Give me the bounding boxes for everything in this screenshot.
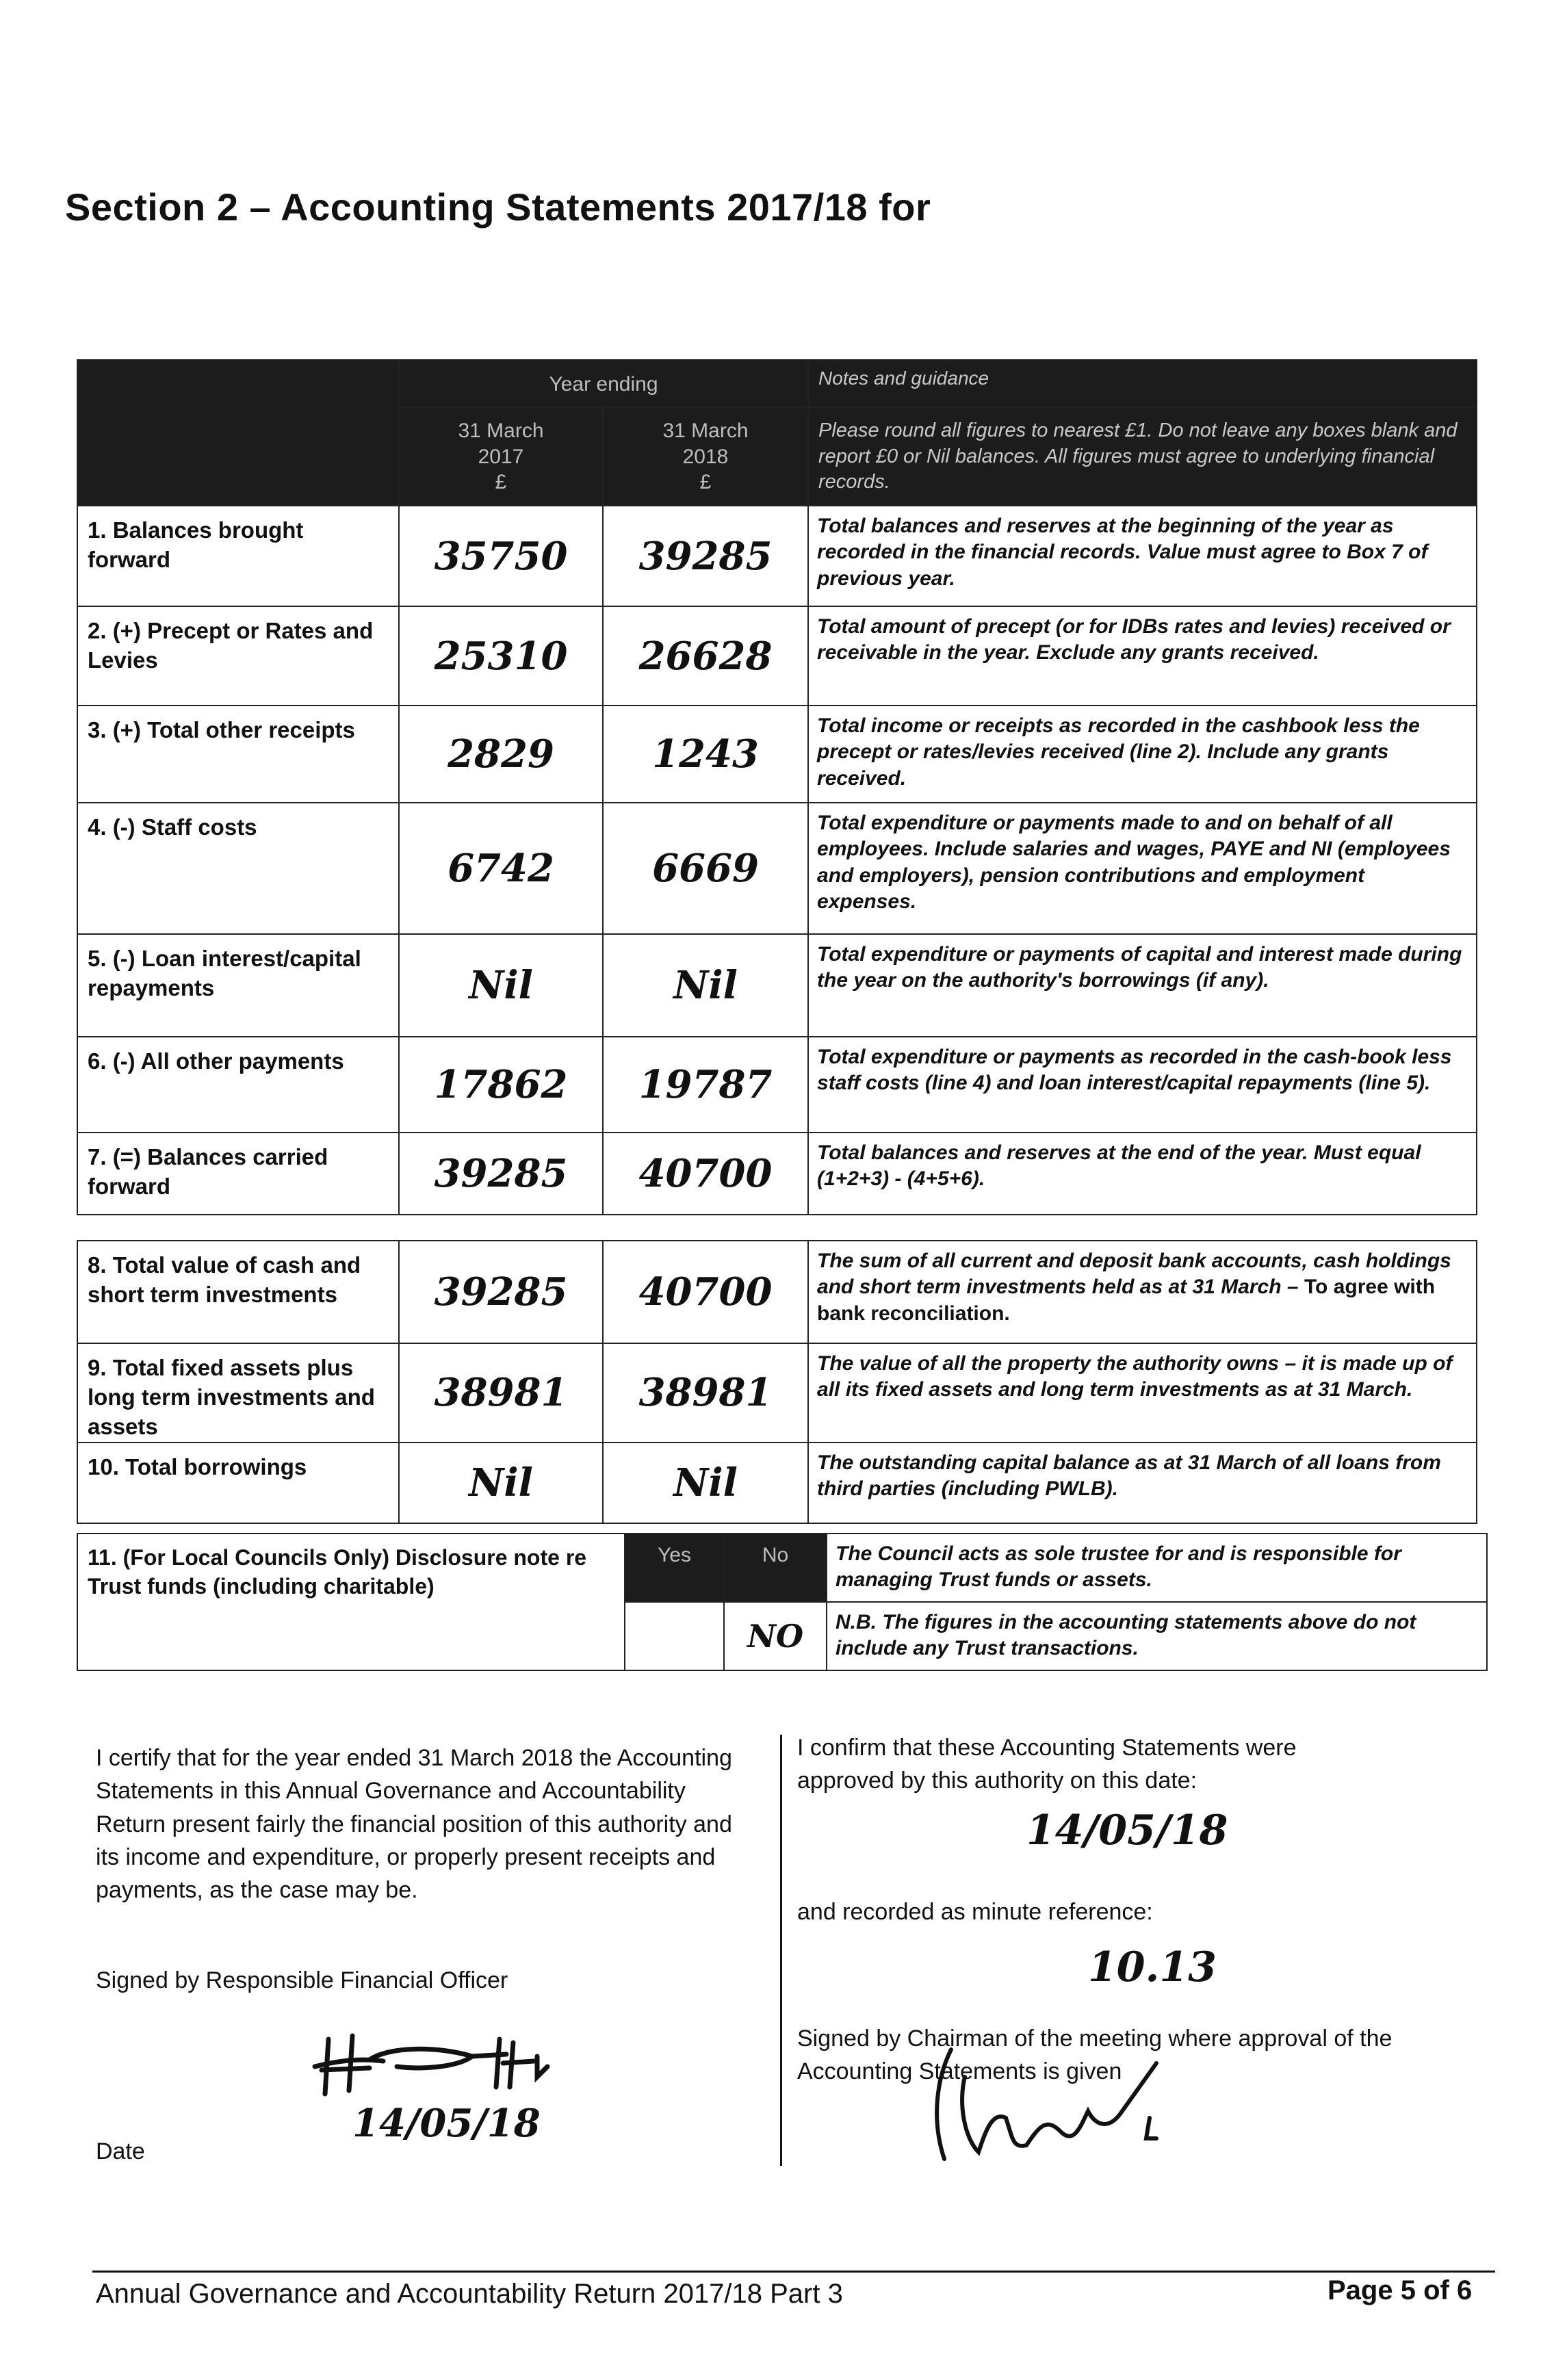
row-note: Total expenditure or payments as recorded in the cash-book less staff costs (line 4) and loan interest/capital repayments (line 5). bbox=[808, 1037, 1477, 1133]
row-note: The outstanding capital balance as at 31 March of all loans from third parties (including PWLB). bbox=[808, 1443, 1477, 1523]
row-note: Total balances and reserves at the beginning of the year as recorded in the financial records. Value must agree to Box 7 of previous year. bbox=[808, 506, 1477, 606]
approval-text: I confirm that these Accounting Statements were approved by this authority on this date: bbox=[797, 1735, 1297, 1794]
notes-header: Notes and guidance bbox=[808, 360, 1477, 408]
value-2017: 39285 bbox=[399, 1241, 603, 1343]
value-2017: 35750 bbox=[399, 506, 603, 606]
row-label: 3. (+) Total other receipts bbox=[77, 706, 399, 803]
rfo-certification-text: I certify that for the year ended 31 March 2018 the Accounting Statements in this Annual Governance and Accountability Return present fairly the financial position of this authority and its income and expenditure, or properly present receipts and payments, as the case may be. bbox=[96, 1745, 732, 1904]
table-row bbox=[77, 1133, 1477, 1215]
table-row bbox=[77, 506, 1477, 606]
value-2017: 25310 bbox=[399, 606, 603, 706]
header-row bbox=[77, 360, 1477, 408]
table-row bbox=[77, 1343, 1477, 1443]
value-2018: Nil bbox=[603, 934, 808, 1037]
chairman-signature bbox=[910, 2036, 1197, 2173]
yes-header: Yes bbox=[625, 1534, 724, 1602]
row-note: The value of all the property the authority owns – it is made up of all its fixed assets and long term investments as at 31 March. bbox=[808, 1343, 1477, 1443]
value-2017: 38981 bbox=[399, 1343, 603, 1443]
table-row bbox=[77, 1241, 1477, 1343]
row-note: Total income or receipts as recorded in the cashbook less the precept or rates/levies received (line 2). Include any grants received. bbox=[808, 706, 1477, 803]
row-note: Total amount of precept (or for IDBs rates and levies) received or receivable in the year. Exclude any grants received. bbox=[808, 606, 1477, 706]
value-2018: 40700 bbox=[603, 1241, 808, 1343]
value-2017: 17862 bbox=[399, 1037, 603, 1133]
rfo-signed-label: Signed by Responsible Financial Officer bbox=[96, 1967, 508, 1993]
row-label: 2. (+) Precept or Rates and Levies bbox=[77, 606, 399, 706]
value-2018: 38981 bbox=[603, 1343, 808, 1443]
value-2017: Nil bbox=[399, 934, 603, 1037]
value-2018: 1243 bbox=[603, 706, 808, 803]
chairman-signed-label: Signed by Chairman of the meeting where approval of the Accounting Statements is given bbox=[797, 2026, 1393, 2085]
table-row bbox=[77, 706, 1477, 803]
table-row bbox=[77, 803, 1477, 934]
table-row bbox=[77, 1037, 1477, 1133]
no-answer-box: NO bbox=[724, 1602, 827, 1670]
value-2017: Nil bbox=[399, 1443, 603, 1523]
value-2018: 40700 bbox=[603, 1133, 808, 1215]
year-ending-header: Year ending bbox=[399, 360, 808, 408]
col-2017-header: 31 March 2017 £ bbox=[399, 408, 603, 506]
row-label: 1. Balances brought forward bbox=[77, 506, 399, 606]
value-2018: 6669 bbox=[603, 803, 808, 934]
value-2017: 39285 bbox=[399, 1133, 603, 1215]
col-2018-header: 31 March 2018 £ bbox=[603, 408, 808, 506]
rfo-date-value: 14/05/18 bbox=[352, 2101, 541, 2146]
row-label: 5. (-) Loan interest/capital repayments bbox=[77, 934, 399, 1037]
row-label: 10. Total borrowings bbox=[77, 1443, 399, 1523]
trust-note: The Council acts as sole trustee for and is responsible for managing Trust funds or assets. bbox=[827, 1534, 1487, 1602]
section-divider bbox=[780, 1735, 782, 2166]
row-label: 6. (-) All other payments bbox=[77, 1037, 399, 1133]
trust-funds-table bbox=[77, 1533, 1488, 1671]
row-note: Total expenditure or payments made to and on behalf of all employees. Include salaries and wages, PAYE and NI (employees and employers), pension contributions and employment expenses. bbox=[808, 803, 1477, 934]
page-number: Page 5 of 6 bbox=[1328, 2275, 1473, 2305]
guidance-text: Please round all figures to nearest £1. Do not leave any boxes blank and report £0 or Nil balances. All figures must agree to underlying financial records. bbox=[808, 408, 1477, 506]
value-2018: Nil bbox=[603, 1443, 808, 1523]
rfo-signature bbox=[301, 2019, 561, 2108]
table-row bbox=[77, 1443, 1477, 1523]
page-title: Section 2 – Accounting Statements 2017/18 for bbox=[65, 185, 931, 229]
row-label: 9. Total fixed assets plus long term investments and assets bbox=[77, 1343, 399, 1443]
table-gap bbox=[77, 1215, 1477, 1241]
value-2017: 6742 bbox=[399, 803, 603, 934]
row-label: 4. (-) Staff costs bbox=[77, 803, 399, 934]
date-label: Date bbox=[96, 2138, 145, 2164]
row-label: 7. (=) Balances carried forward bbox=[77, 1133, 399, 1215]
footer-rule bbox=[92, 2271, 1495, 2273]
row-note: Total expenditure or payments of capital and interest made during the year on the authority's borrowings (if any). bbox=[808, 934, 1477, 1037]
table-row bbox=[77, 934, 1477, 1037]
value-2018: 26628 bbox=[603, 606, 808, 706]
table-row bbox=[77, 606, 1477, 706]
trust-note: N.B. The figures in the accounting statements above do not include any Trust transactions. bbox=[827, 1602, 1487, 1670]
trust-label: 11. (For Local Councils Only) Disclosure note re Trust funds (including charitable) bbox=[77, 1534, 625, 1670]
approval-date-value: 14/05/18 bbox=[1026, 1807, 1228, 1854]
row-note-emphasis: To agree with bank reconciliation. bbox=[817, 1276, 1436, 1325]
no-header: No bbox=[724, 1534, 827, 1602]
value-2018: 39285 bbox=[603, 506, 808, 606]
trust-row bbox=[77, 1534, 1487, 1602]
row-label: 8. Total value of cash and short term investments bbox=[77, 1241, 399, 1343]
accounting-statements-table bbox=[77, 359, 1477, 1524]
minute-label: and recorded as minute reference: bbox=[797, 1899, 1153, 1925]
header-blank-cell bbox=[77, 360, 399, 506]
value-2017: 2829 bbox=[399, 706, 603, 803]
minute-reference-value: 10.13 bbox=[1088, 1943, 1217, 1991]
yes-answer-box bbox=[625, 1602, 724, 1670]
footer-title: Annual Governance and Accountability Return 2017/18 Part 3 bbox=[96, 2279, 843, 2309]
row-note: The sum of all current and deposit bank accounts, cash holdings and short term investments held as at 31 March – To agree with bank reconciliation. bbox=[808, 1241, 1477, 1343]
value-2018: 19787 bbox=[603, 1037, 808, 1133]
row-note: Total balances and reserves at the end of the year. Must equal (1+2+3) - (4+5+6). bbox=[808, 1133, 1477, 1215]
